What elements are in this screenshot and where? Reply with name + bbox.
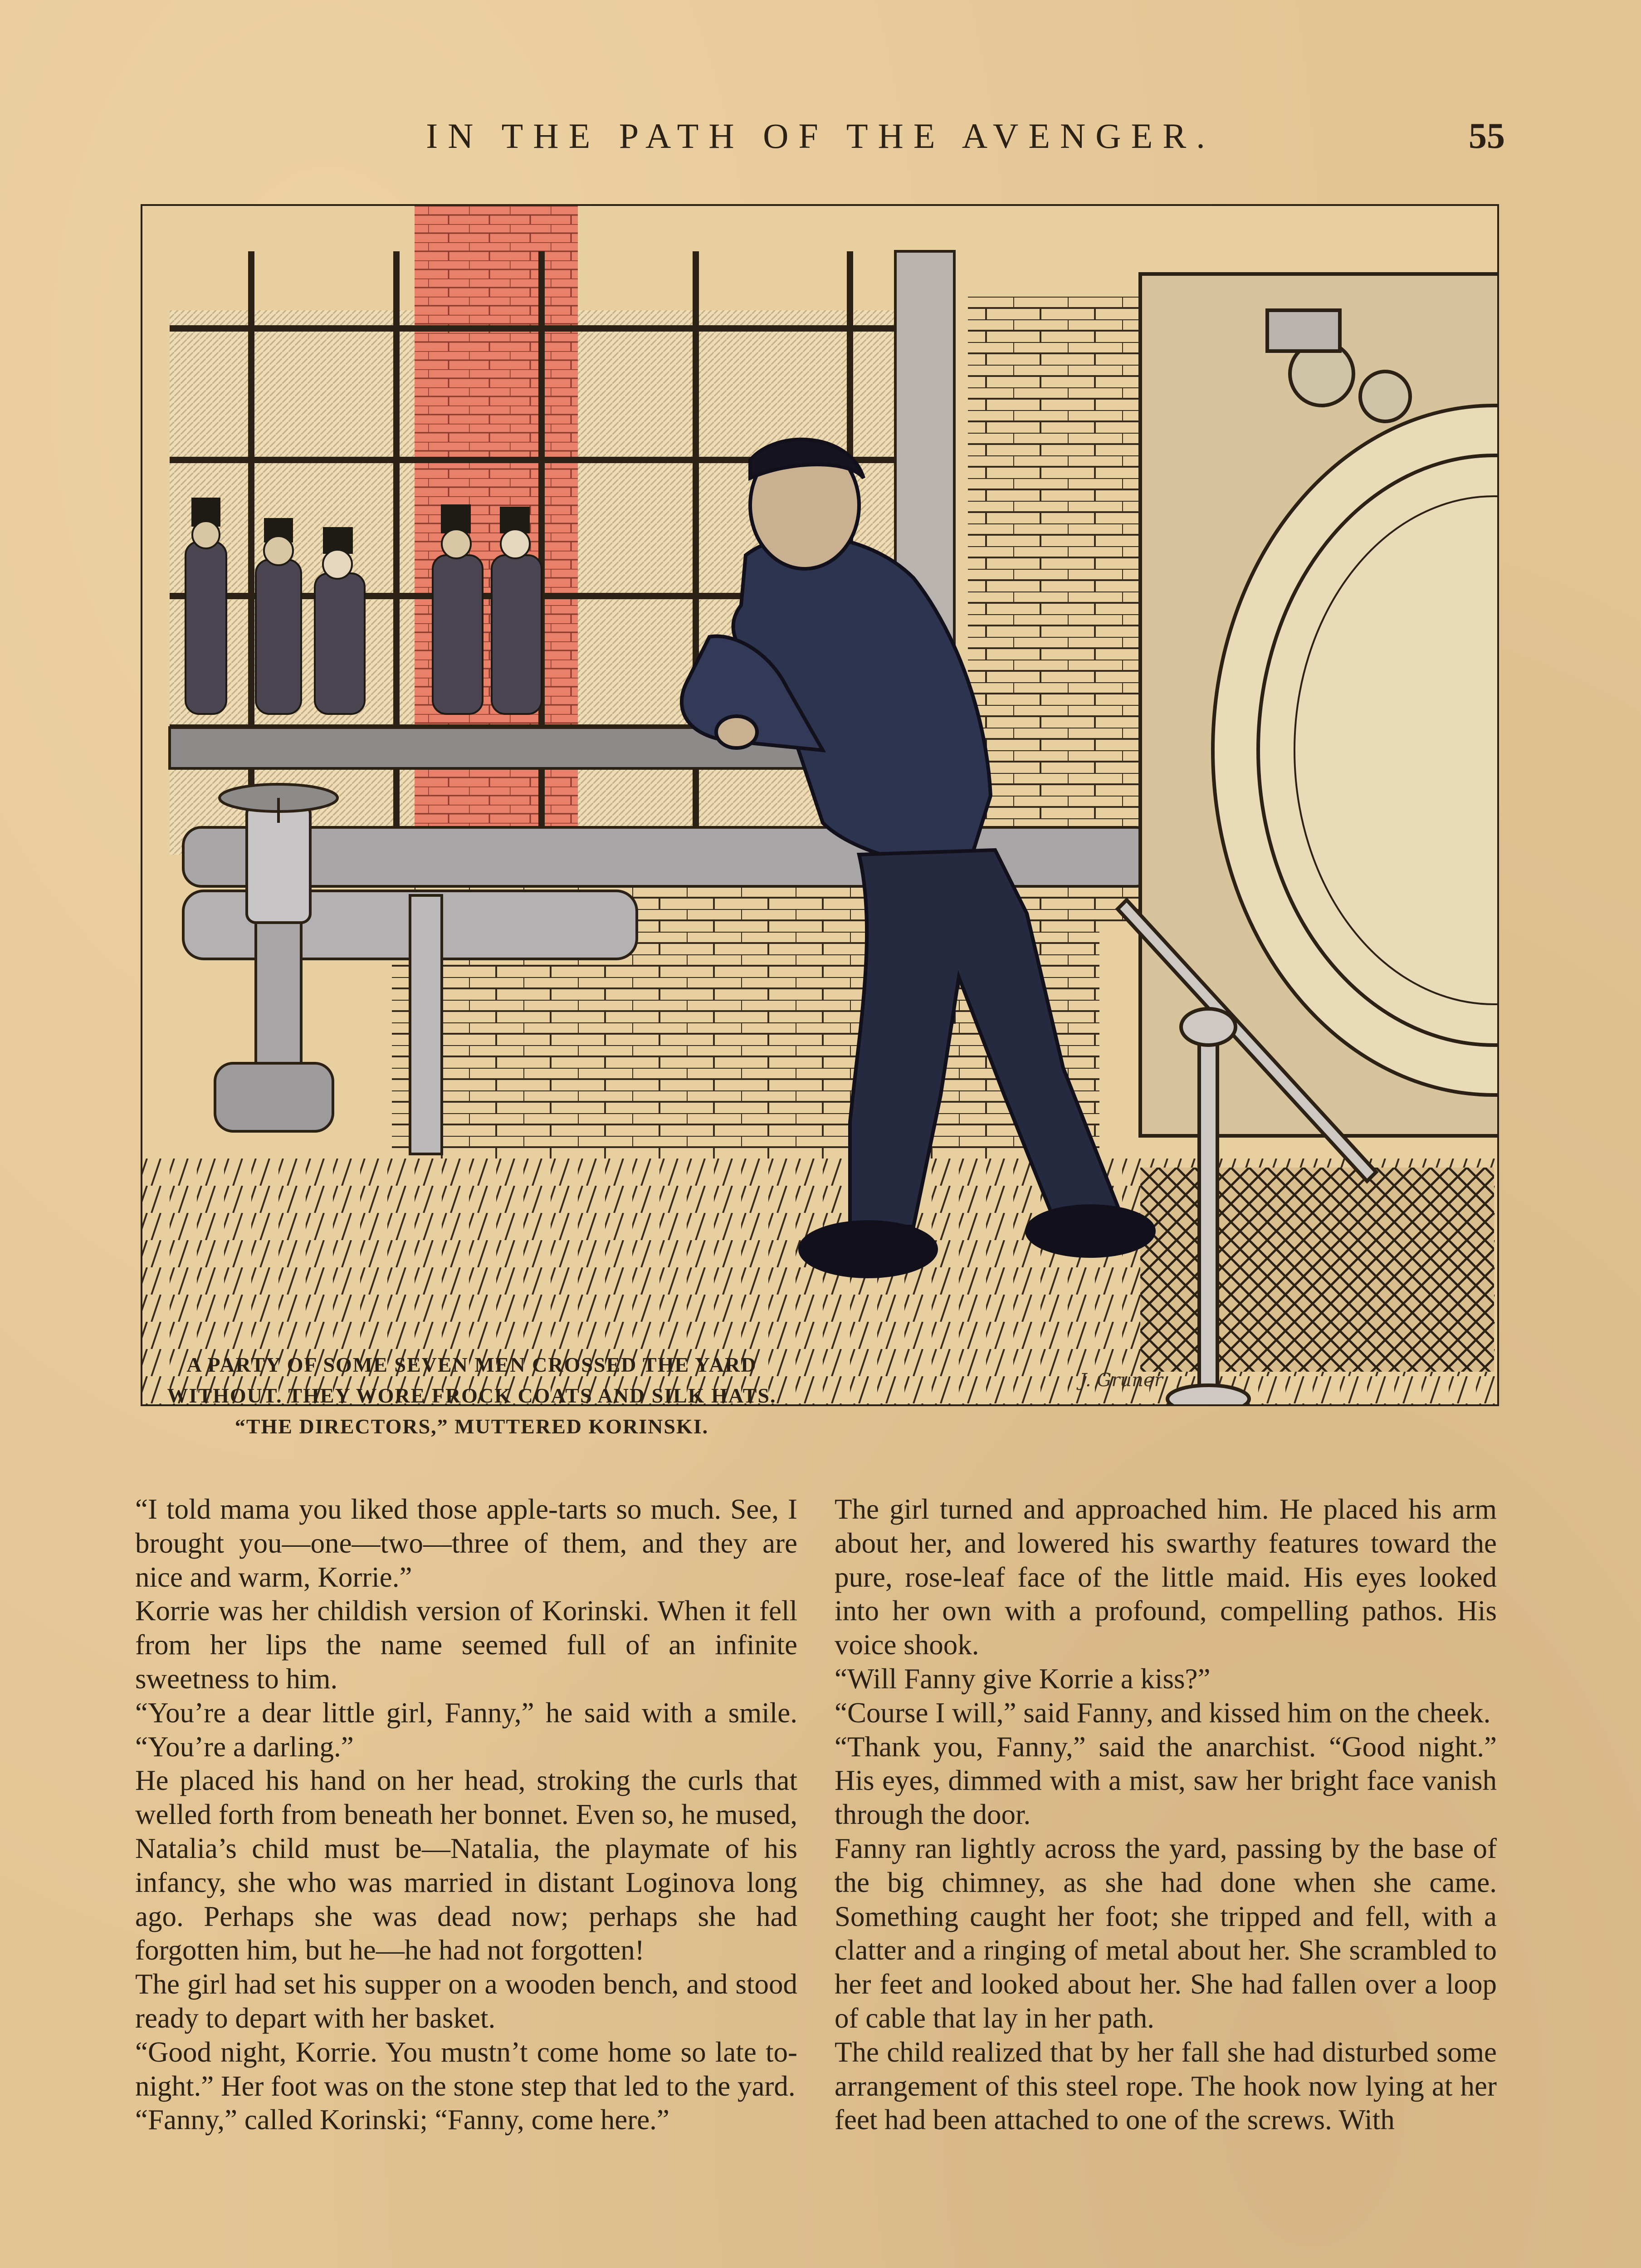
paragraph: Korrie was her childish version of Korinski. When it fell from her lips the name seemed full of an infinite sweetness to him. (135, 1595, 797, 1695)
text-column-right (835, 1492, 1497, 2137)
illustration-caption: A PARTY OF SOME SEVEN MEN CROSSED THE YARD WITHOUT. THEY WORE FROCK COATS AND SILK HATS. “THE DIRECTORS,” MUTTERED KORINSKI. (167, 1353, 777, 1438)
paragraph: The girl had set his supper on a wooden bench, and stood ready to depart with her basket. (135, 1968, 797, 2034)
paragraph: Fanny ran lightly across the yard, passing by the base of the big chimney, as she had done when she came. Something caught her foot; she tripped and fell, with a clatter and a ringing of metal about her. She scrambled to her feet and looked about her. She had fallen over a loop of cable that lay in her path. (835, 1832, 1497, 2034)
paragraph: “Course I will,” said Fanny, and kissed him on the cheek. (835, 1696, 1491, 1729)
illustration-panel (141, 204, 1499, 1406)
boiler (1140, 274, 1499, 1136)
floor-grate (1140, 1168, 1494, 1372)
paragraph: “I told mama you liked those apple-tarts so much. See, I brought you—one—two—three of them, and they are nice and warm, Korrie.” (135, 1493, 797, 1593)
page-number: 55 (1469, 116, 1505, 156)
engine-room-drawing (142, 206, 1499, 1406)
paragraph: The girl turned and approached him. He placed his arm about her, and lowered his swarthy features toward the pure, rose-leaf face of the little maid. His eyes looked into her own with a profound, compelling pathos. His voice shook. (835, 1493, 1497, 1661)
paragraph: “Good night, Korrie. You mustn’t come home so late to-night.” Her foot was on the stone step that led to the yard. (135, 2036, 797, 2102)
paragraph: The child realized that by her fall she had disturbed some arrangement of this steel rope. The hook now lying at her feet had been attached to one of the screws. With (835, 2036, 1497, 2136)
paragraph: “You’re a dear little girl, Fanny,” he said with a smile. “You’re a darling.” (135, 1696, 797, 1763)
paragraph: He placed his hand on her head, stroking the curls that welled forth from beneath her bonnet. Even so, he mused, Natalia’s child must be—Natalia, the playmate of his infancy, she who was married in distant Loginova long ago. Perhaps she was dead now; perhaps she had forgotten him, but he—he had not forgotten! (135, 1765, 797, 1966)
page-header (0, 116, 1641, 166)
paragraph: “Thank you, Fanny,” said the anarchist. “Good night.” His eyes, dimmed with a mist, saw her bright face vanish through the door. (835, 1730, 1497, 1831)
paragraph: “Fanny,” called Korinski; “Fanny, come here.” (135, 2104, 669, 2136)
artist-signature: J. Gruner (1079, 1370, 1163, 1391)
paragraph: “Will Fanny give Korrie a kiss?” (835, 1662, 1211, 1695)
running-title: IN THE PATH OF THE AVENGER. (426, 116, 1215, 156)
text-column-left (135, 1492, 797, 2137)
